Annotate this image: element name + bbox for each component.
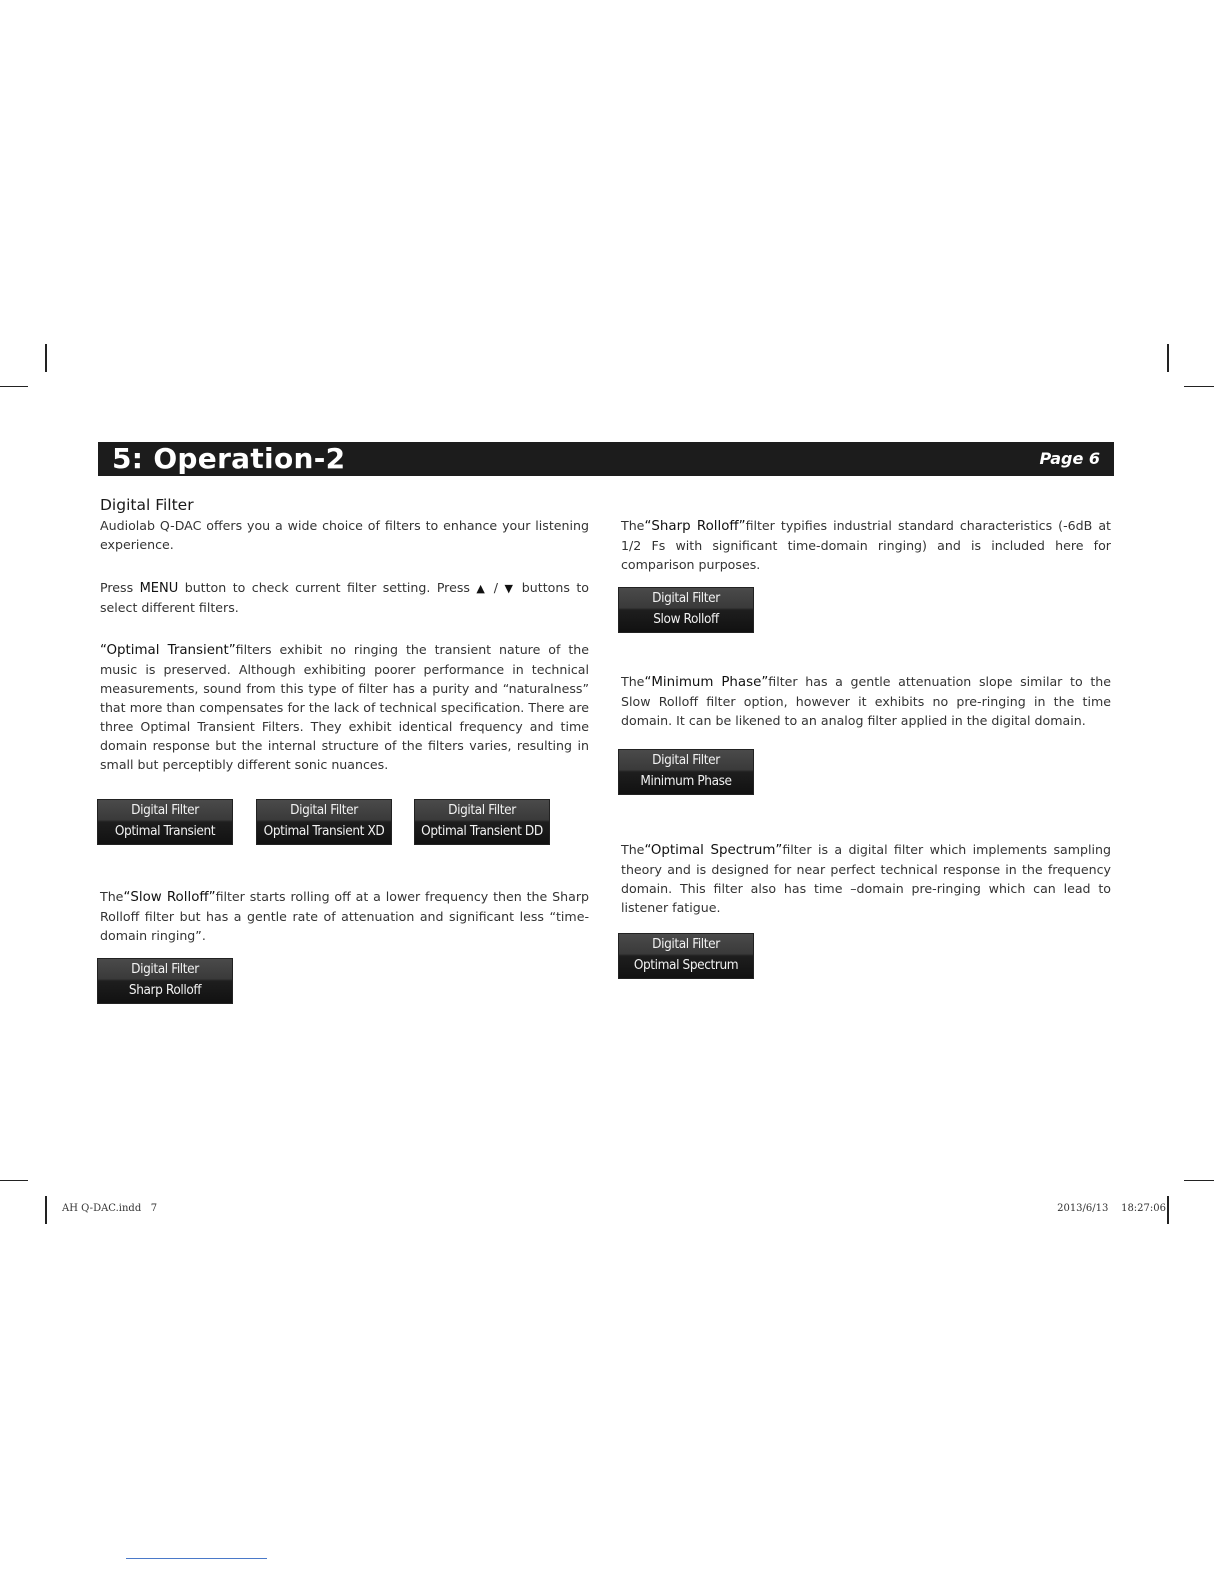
filter-name: “Optimal Spectrum”: [644, 843, 783, 858]
filter-name: “Slow Rolloff”: [123, 890, 216, 905]
menu-instruction-paragraph: Press MENU button to check current filter setting. Press ▲ / ▼ buttons to select different filters.: [100, 580, 589, 615]
crop-mark: [1167, 1196, 1169, 1224]
crop-mark: [45, 344, 47, 372]
display-slow-rolloff: Digital Filter Slow Rolloff: [619, 588, 753, 632]
footer-rule: [126, 1558, 267, 1559]
down-arrow-icon: ▼: [504, 582, 516, 595]
display-minimum-phase: Digital Filter Minimum Phase: [619, 750, 753, 794]
crop-mark: [45, 1196, 47, 1224]
display-optimal-transient-dd: Digital Filter Optimal Transient DD: [415, 800, 549, 844]
crop-mark: [1184, 386, 1214, 387]
optimal-transient-paragraph: “Optimal Transient”filters exhibit no ringing the transient nature of the music is preserved. Although exhibiting poorer performance in technical measurements, sound from this type of filter has a purity and “naturalness” that more than compensates for the lack of technical specification. There are three Optimal Transient Filters. They exhibit identical frequency and time domain response but the internal structure of the filters varies, resulting in small but perceptibly different sonic nuances.: [100, 642, 590, 772]
display-optimal-transient-xd: Digital Filter Optimal Transient XD: [257, 800, 391, 844]
crop-mark: [1167, 344, 1169, 372]
slug-filename: AH Q-DAC.indd 7: [62, 1203, 158, 1214]
display-optimal-transient: Digital Filter Optimal Transient: [98, 800, 232, 844]
display-sharp-rolloff: Digital Filter Sharp Rolloff: [98, 959, 232, 1003]
slug-datetime: 2013/6/13 18:27:06: [1057, 1203, 1166, 1214]
menu-key-label: MENU: [139, 581, 179, 596]
filter-name: “Minimum Phase”: [644, 675, 769, 690]
filter-name: “Sharp Rolloff”: [644, 519, 746, 534]
crop-mark: [1184, 1180, 1214, 1181]
filter-name: “Optimal Transient”: [100, 643, 236, 658]
display-optimal-spectrum: Digital Filter Optimal Spectrum: [619, 934, 753, 978]
subsection-title: Digital Filter: [100, 496, 194, 514]
page-number: Page 6: [1039, 449, 1100, 468]
intro-paragraph: Audiolab Q-DAC offers you a wide choice of filters to enhance your listening experience.: [100, 518, 589, 552]
crop-mark: [0, 1180, 28, 1181]
optimal-spectrum-paragraph: The“Optimal Spectrum”filter is a digital filter which implements sampling theory and is designed for near perfect technical response in the frequency domain. This filter also has time –domain pre-ringing which can lead to listener fatigue.: [621, 842, 1111, 915]
up-arrow-icon: ▲: [476, 582, 488, 595]
slow-rolloff-paragraph: The“Slow Rolloff”filter starts rolling off at a lower frequency then the Sharp Rolloff filter but has a gentle rate of attenuation and significant less “time-domain ringing”.: [100, 889, 590, 943]
sharp-rolloff-paragraph: The“Sharp Rolloff”filter typifies industrial standard characteristics (-6dB at 1/2 Fs with significant time-domain ringing) and is included here for comparison purposes.: [621, 518, 1111, 572]
section-title-heading: 5: Operation-2: [112, 442, 346, 475]
minimum-phase-paragraph: The“Minimum Phase”filter has a gentle attenuation slope similar to the Slow Rolloff filter option, however it exhibits no pre-ringing in the time domain. It can be likened to an analog filter applied in the digital domain.: [621, 674, 1111, 728]
section-header-bar: [98, 442, 1114, 476]
crop-mark: [0, 386, 28, 387]
